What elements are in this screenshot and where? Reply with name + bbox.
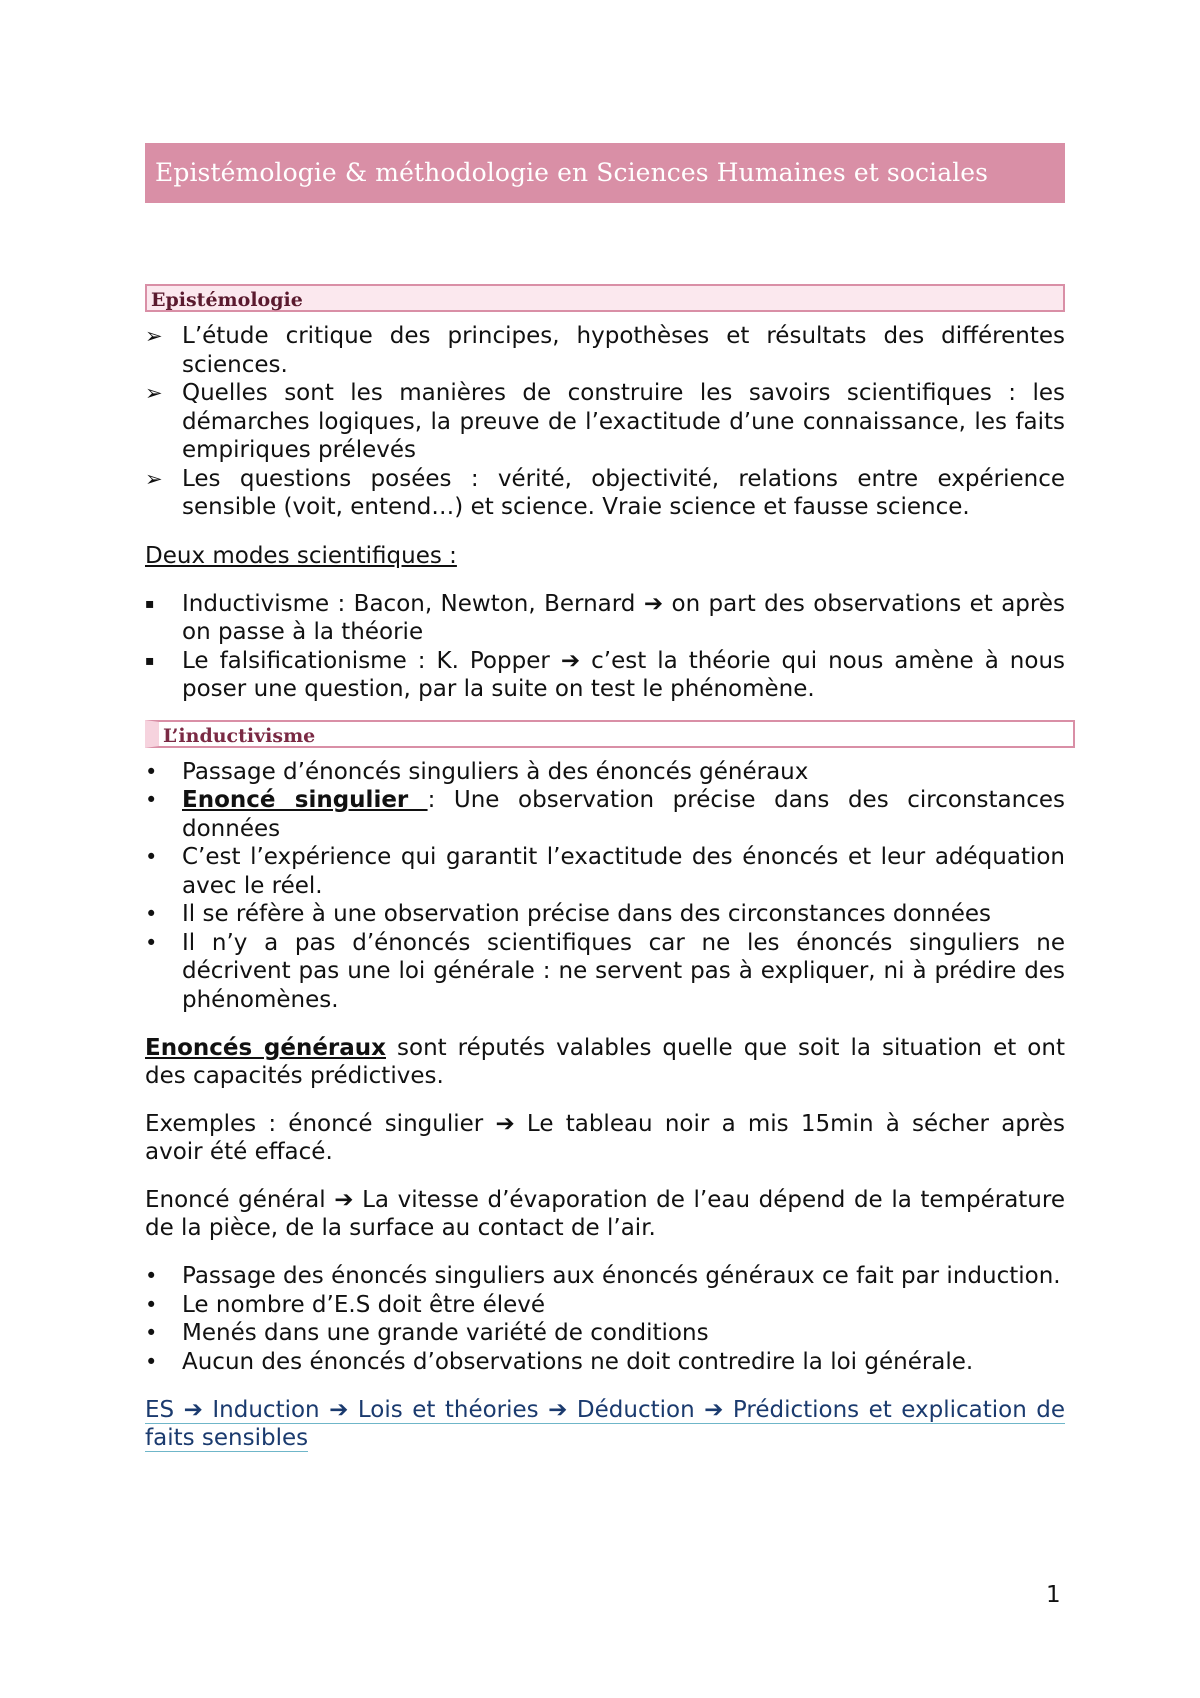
list-item: ➢ Quelles sont les manières de construire les savoirs scientifiques : les démarches logiques, la preuve de l’exactitude d’une connaissance, les faits empiriques prélevés — [145, 380, 1065, 463]
right-arrow-icon: ➔ — [334, 1187, 354, 1213]
round-bullet-icon: • — [145, 1321, 158, 1345]
arrowhead-bullet-icon: ➢ — [145, 466, 163, 491]
term-enonce-singulier: Enoncé singulier — [182, 787, 428, 813]
term-enonces-generaux: Enoncés généraux — [145, 1035, 386, 1061]
example-singular-paragraph: Exemples : énoncé singulier ➔ Le tableau noir a mis 15min à sécher après avoir été effacé. — [145, 1111, 1066, 1165]
round-bullet-icon: • — [145, 902, 158, 926]
list-item: • Passage d’énoncés singuliers à des énoncés généraux — [145, 758, 809, 785]
list-item: • Il n’y a pas d’énoncés scientifiques car ne les énoncés singuliers ne décrivent pas une loi générale : ne servent pas à expliquer, ni à prédire des phénomènes. — [145, 929, 1065, 1013]
right-arrow-icon: ➔ — [704, 1397, 724, 1423]
flow-es: ES — [145, 1397, 175, 1423]
right-arrow-icon: ➔ — [560, 647, 581, 674]
round-bullet-icon: • — [145, 845, 158, 869]
list-item: • C’est l’expérience qui garantit l’exactitude des énoncés et leur adéquation avec le réel. — [145, 844, 1065, 899]
section-heading-epistemologie: Epistémologie — [145, 284, 1065, 312]
list-item: ▪ Inductivisme : Bacon, Newton, Bernard ➔ on part des observations et après on passe à la théorie — [145, 590, 1065, 645]
flow-deduction: Déduction — [576, 1397, 695, 1423]
induction-bullet-list — [145, 1262, 1065, 1376]
general-statements-paragraph: Enoncés généraux sont réputés valables quelle que soit la situation et ont des capacités prédictives. — [145, 1035, 1065, 1089]
section-heading-inductivisme: L’inductivisme — [145, 720, 1075, 748]
right-arrow-icon: ➔ — [548, 1397, 568, 1423]
round-bullet-icon: • — [145, 1349, 158, 1374]
list-item: ▪ Le falsificationisme : K. Popper ➔ c’est la théorie qui nous amène à nous poser une question, par la suite on test le phénomène. — [145, 647, 1065, 702]
round-bullet-icon: • — [145, 1292, 158, 1317]
modes-list — [145, 590, 1065, 704]
page-number: 1 — [1046, 1582, 1061, 1608]
round-bullet-icon: • — [145, 1264, 158, 1288]
round-bullet-icon: • — [145, 759, 158, 784]
epistemologie-bullet-list — [145, 322, 1065, 522]
right-arrow-icon: ➔ — [495, 1111, 515, 1137]
example-general-paragraph: Enoncé général ➔ La vitesse d’évaporation de l’eau dépend de la température de la pièce, de la surface au contact de l’air. — [145, 1187, 1065, 1241]
arrowhead-bullet-icon: ➢ — [145, 324, 163, 348]
list-item: ➢ L’étude critique des principes, hypothèses et résultats des différentes sciences. — [145, 323, 1065, 378]
list-item: • Le nombre d’E.S doit être élevé — [145, 1291, 546, 1318]
right-arrow-icon: ➔ — [329, 1397, 349, 1423]
right-arrow-icon: ➔ — [183, 1397, 203, 1423]
list-item: • Enoncé singulier : Une observation précise dans des circonstances données — [145, 787, 1065, 842]
document-title: Epistémologie & méthodologie en Sciences Humaines et sociales — [145, 143, 1065, 203]
inductivisme-bullet-list — [145, 758, 1065, 1015]
flow-lois: Lois et théories — [357, 1397, 539, 1423]
document-page — [145, 143, 1065, 1452]
flow-induction: Induction — [212, 1397, 320, 1423]
arrowhead-bullet-icon: ➢ — [145, 381, 163, 405]
induction-flow-line — [145, 1396, 1065, 1452]
list-item: • Aucun des énoncés d’observations ne doit contredire la loi générale. — [145, 1348, 974, 1375]
flow-predictions: Prédictions et explication de faits sensibles — [145, 1397, 1066, 1451]
square-bullet-icon: ▪ — [145, 652, 155, 669]
square-bullet-icon: ▪ — [145, 595, 155, 612]
list-item: • Menés dans une grande variété de conditions — [145, 1320, 709, 1346]
round-bullet-icon: • — [145, 930, 158, 955]
list-item: • Passage des énoncés singuliers aux énoncés généraux ce fait par induction. — [145, 1263, 1061, 1289]
round-bullet-icon: • — [145, 788, 158, 812]
modes-heading: Deux modes scientifiques : — [145, 542, 457, 569]
list-item: • Il se réfère à une observation précise dans des circonstances données — [145, 901, 991, 927]
list-item: ➢ Les questions posées : vérité, objectivité, relations entre expérience sensible (voit, entend…) et science. Vraie science et fausse science. — [145, 465, 1065, 520]
right-arrow-icon: ➔ — [643, 590, 664, 617]
